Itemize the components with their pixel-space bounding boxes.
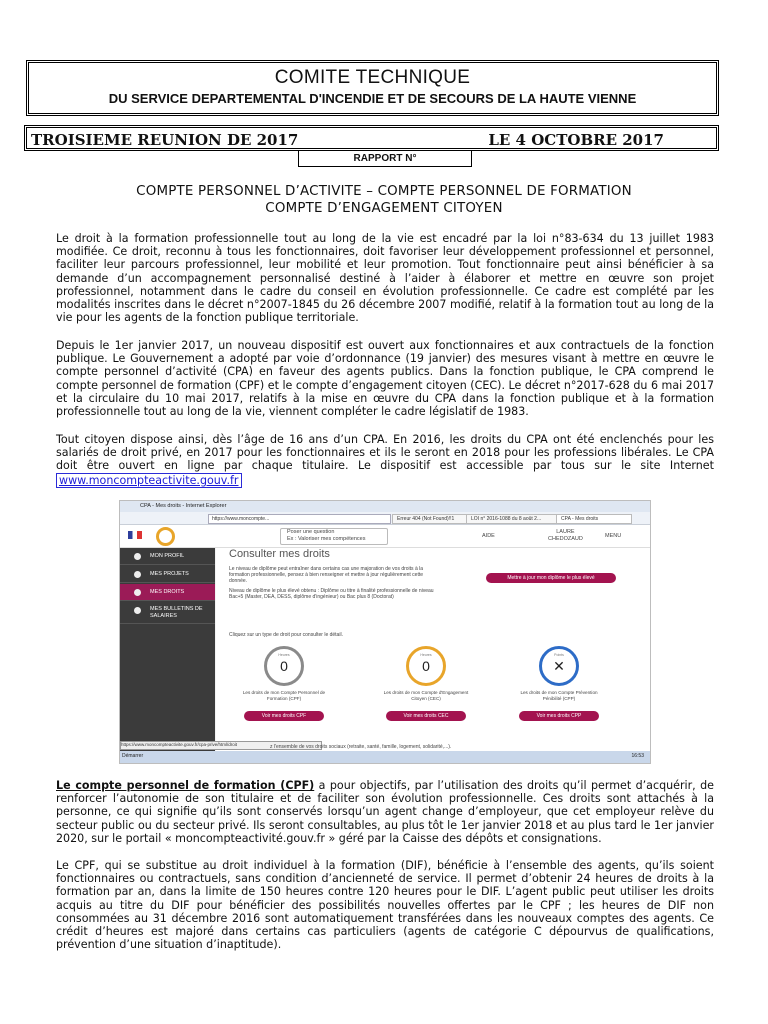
view-cpf-button: Voir mes droits CPF [244,711,324,721]
taskbar-clock: 16:53 [631,753,644,759]
sidebar-item-profil [120,548,215,565]
site-help-link: AIDE [482,533,495,539]
browser-tab-2: LOI n° 2016-1088 du 8 août 2... [466,514,558,524]
meeting-date: LE 4 OCTOBRE 2017 [488,131,664,149]
committee-subtitle: DU SERVICE DEPARTEMENTAL D'INCENDIE ET DE SECOURS DE LA HAUTE VIENNE [108,91,637,106]
committee-title-box [26,60,719,116]
site-intro-text [229,566,439,600]
cpp-label: Les droits de mon Compte Prévention Pénibilité (CPP) [520,690,598,701]
paragraph-4 [56,779,714,845]
sidebar-item-droits [120,584,215,601]
republique-flag-icon [128,531,142,539]
windows-taskbar [120,751,650,763]
rapport-number: RAPPORT N° [298,151,472,167]
paragraph-3 [56,433,714,488]
sidebar-item-projets [120,566,215,583]
cpf-definition-term: Le compte personnel de formation (CPF) [56,779,315,792]
browser-tab-3: CPA - Mes droits [556,514,632,524]
site-user-name [548,529,583,543]
cpa-website-link-box [56,473,242,488]
cec-counter-value: 0 [422,658,430,674]
site-header [120,525,650,548]
paragraph-4-text: a pour objectifs, par l’utilisation des droits qu’il permet d’acquérir, de renforcer l’autonomie de son titulaire et de faciliter son évolution professionnelle. Ces droits sont attachés à la personne, ce qui signifie qu’ils sont conservés lorsqu’un agent change d’employeur, que cet employeur relève du secteur public ou du secteur privé. Ils seront consultables, au plus tôt le 1er janvier 2018 et au plus tard le 1er janvier 2020, sur le portail « moncompteactivité.gouv.fr » géré par la Caisse des dépôts et consignations. [56,779,715,845]
browser-window-title: CPA - Mes droits - Internet Explorer [140,503,227,509]
cpp-counter-unit: Points [554,653,564,657]
rights-icon [134,589,141,596]
cec-counter-unit: Heures [420,653,432,657]
view-cec-button: Voir mes droits CEC [386,711,466,721]
site-bottom-text: z l'ensemble de vos droits sociaux (retraite, santé, famille, logement, solidarité,...). [270,744,452,750]
cpp-counter-value: ✕ [553,658,565,674]
cpa-website-link[interactable]: www.moncompteactivite.gouv.fr [59,473,239,487]
sidebar-item-bulletins [120,602,215,624]
document-title-line-1: COMPTE PERSONNEL D’ACTIVITE – COMPTE PERSONNEL DE FORMATION [136,184,632,199]
site-main-content [216,548,650,763]
site-search-hint: Ex : Valoriser mes compétences [287,536,366,542]
browser-title-bar [120,501,650,512]
sidebar-item-label: MES BULLETINS DE SALAIRES [150,606,203,619]
cpa-website-screenshot [119,500,651,764]
cec-label: Les droits de mon Compte d'Engagement Citoyen (CEC) [383,690,469,701]
document-title [40,183,728,217]
sidebar-item-label: MES DROITS [150,589,185,595]
site-click-hint: Cliquez sur un type de droit pour consulter le détail. [229,632,343,638]
document-title-line-2: COMPTE D’ENGAGEMENT CITOYEN [265,201,503,216]
cpf-counter-value: 0 [280,658,288,674]
cpa-logo-icon [156,527,175,546]
site-search-box [280,528,388,545]
site-menu-link: MENU [605,533,622,539]
site-intro-1: Le niveau de diplôme peut entraîner dans certains cas une majoration de vos droits à la formation professionnelle, pensez à bien renseigner et mettre à jour régulièrement cette donnée. [229,566,424,585]
cec-counter [406,646,446,686]
site-user-last: CHEDOZAUD [548,536,583,542]
update-diploma-button: Mettre à jour mon diplôme le plus élevé [486,573,616,583]
browser-tab-1: Erreur 404 (Not Found)!!1 [392,514,468,524]
paragraph-1: Le droit à la formation professionnelle tout au long de la vie est encadré par la loi n°83-634 du 13 juillet 1983 modifiée. Ce droit, reconnu à tous les fonctionnaires, doit favoriser leur développement professionnel et personnel, faciliter leur parcours professionnel, leur mobilité et leur promotion. Tout fonctionnaire peut ainsi bénéficier à sa demande d’un accompagnement personnalisé destiné à l’aider à élaborer et mettre en œuvre son projet professionnel, notamment dans le cadre du conseil en évolution professionnelle. Ce cadre est complété par les modalités inscrites dans le décret n°2007-1845 du 26 décembre 2007 modifié, relatif à la formation tout au long de la vie pour les agents de la fonction publique territoriale. [56,232,714,325]
paragraph-5: Le CPF, qui se substitue au droit individuel à la formation (DIF), bénéficie à l’ensemble des agents, qu’ils soient fonctionnaires ou contractuels, sans condition d’ancienneté de service. Il permet d’obtenir 24 heures de droits à la formation par an, dans la limite de 150 heures contre 120 heures pour le DIF. L’agent public peut utiliser les droits acquis au titre du DIF pour bénéficier des possibilités nouvelles offertes par le CPF ; les heures de DIF non consommées au 31 décembre 2016 sont automatiquement transférées dans les nouveaux comptes des agents. Ce crédit d’heures est majoré dans certains cas particuliers (agents de catégorie C dépourvus de qualifications, prévention d’une situation d’inaptitude). [56,859,714,952]
site-sidebar [120,548,215,763]
payslip-icon [134,607,141,614]
sidebar-item-label: MON PROFIL [150,553,185,559]
start-button: Démarrer [122,753,144,759]
browser-address-bar [120,512,650,525]
meeting-box [24,125,719,151]
meeting-label: TROISIEME REUNION DE 2017 [31,131,299,149]
committee-title: COMITE TECHNIQUE [274,67,471,88]
cpf-label: Les droits de mon Compte Personnel de Formation (CPF) [242,690,326,701]
paragraph-2: Depuis le 1er janvier 2017, un nouveau dispositif est ouvert aux fonctionnaires et aux contractuels de la fonction publique. Le Gouvernement a adopté par voie d’ordonnance (19 janvier) des mesures visant à mettre en œuvre le compte personnel d’activité (CPA) en faveur des agents publics. Dans la fonction publique, le CPA comprend le compte personnel de formation (CPF) et le compte d’engagement citoyen (CEC). Le décret n°2017-628 du 6 mai 2017 et la circulaire du 10 mai 2017, relatifs à la mise en œuvre du CPA dans la fonction publique et à la formation professionnelle tout au long de la vie, viennent compléter le cadre législatif de 1983. [56,339,714,419]
site-user-first: LAURE [556,529,575,535]
site-intro-2: Niveau de diplôme le plus élevé obtenu : Diplôme ou titre à finalité professionnelle de niveau Bac+5 (Master, DEA, DESS, diplôme d'ingénieur) ou Bac plus 8 (Doctorat) [229,587,434,600]
cpf-counter-unit: Heures [278,653,290,657]
cpp-counter [539,646,579,686]
sidebar-item-label: MES PROJETS [150,571,189,577]
site-page-heading: Consulter mes droits [229,548,330,560]
address-field: https://www.moncompte... [208,514,391,524]
view-cpp-button: Voir mes droits CPP [519,711,599,721]
site-search-label: Poser une question [287,529,335,535]
projects-icon [134,571,141,578]
user-icon [134,553,141,560]
browser-status-url: https://www.moncompteactivite.gouv.fr/cpa-prive/html/droit [120,741,322,750]
cpf-counter [264,646,304,686]
paragraph-3-text: Tout citoyen dispose ainsi, dès l’âge de 16 ans d’un CPA. En 2016, les droits du CPA ont été enclenchés pour les salariés de droit privé, en 2017 pour les fonctionnaires et ils le seront en 2018 pour les professions libérales. Le CPA doit être ouvert en ligne par chaque titulaire. Le dispositif est accessible par tous sur le site Internet [56,433,714,473]
